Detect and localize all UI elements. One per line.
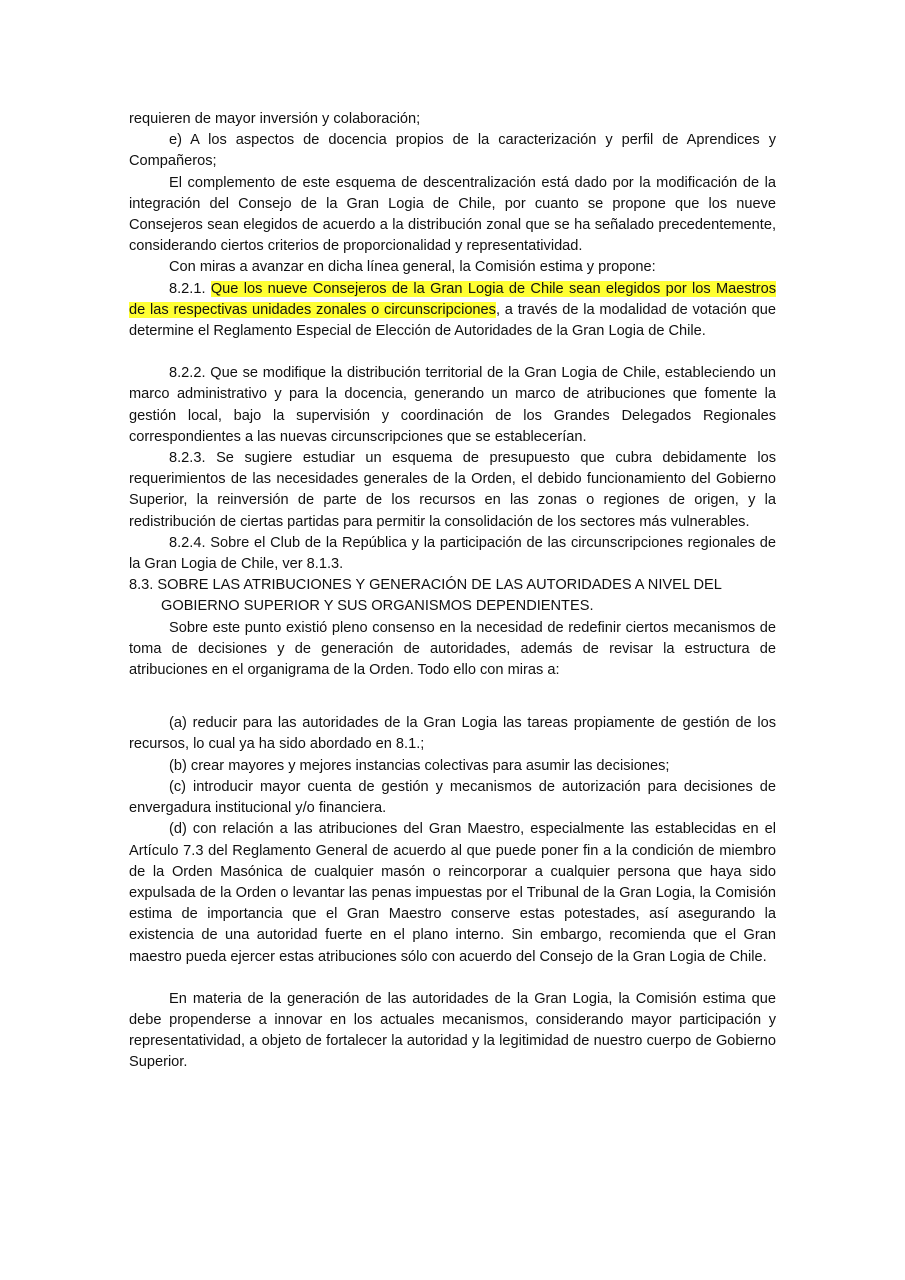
- paragraph-8-2-1: [129, 279, 776, 343]
- list-item-d: (d) con relación a las atribuciones del Gran Maestro, especialmente las establecidas en el Artículo 7.3 del Reglamento General de acuerdo al que puede poner fin a la condición de miembro de la Orden Masónica de cualquier masón o reincorporar a cualquier persona que haya sido expulsada de la Orden o levantar las penas impuestas por el Tribunal de la Gran Logia, la Comisión estima de importancia que el Gran Maestro conserve estas potestades, así asegurando la existencia de una autoridad fuerte en el plano interno. Sin embargo, recomienda que el Gran maestro pueda ejercer estas atribuciones sólo con acuerdo del Consejo de la Gran Logia de Chile.: [129, 821, 776, 965]
- list-item-c: (c) introducir mayor cuenta de gestión y mecanismos de autorización para decisiones de envergadura institucional y/o financiera.: [129, 778, 776, 817]
- paragraph-item-e: e) A los aspectos de docencia propios de la caracterización y perfil de Aprendices y Compañeros;: [129, 132, 776, 170]
- document-body: [129, 109, 776, 1074]
- paragraph-miras: Con miras a avanzar en dicha línea general, la Comisión estima y propone:: [169, 259, 656, 276]
- paragraph-complemento: El complemento de este esquema de descentralización está dado por la modificación de la integración del Consejo de la Gran Logia de Chile, por cuanto se propone que los nueve Consejeros sean elegidos de acuerdo a la distribución zonal que se ha señalado precedentemente, considerando ciertos criterios de proporcionalidad y representatividad.: [129, 174, 776, 255]
- paragraph-8-2-1-rest: , a través de la modalidad de votación que determine el Reglamento Especial de Elección de Autoridades de la Gran Logia de Chile.: [129, 301, 776, 340]
- paragraph-8-2-3: 8.2.3. Se sugiere estudiar un esquema de presupuesto que cubra debidamente los requerimientos de las necesidades generales de la Orden, el debido funcionamiento del Gobierno Superior, la reinversión de parte de los recursos en las zonas o regiones de origen, y la redistribución de ciertas partidas para permitir la consolidación de los sectores más vulnerables.: [129, 450, 776, 530]
- highlighted-text: Que los nueve Consejeros de la Gran Logia de Chile sean elegidos por los Maestros de las respectivas unidades zonales o circunscripciones: [129, 280, 776, 318]
- item-number-8-2-1: 8.2.1.: [169, 280, 211, 297]
- spacer: [129, 968, 776, 989]
- list-item-a: (a) reducir para las autoridades de la Gran Logia las tareas propiamente de gestión de los recursos, lo cual ya ha sido abordado en 8.1.;: [129, 715, 776, 753]
- paragraph-8-2-4: 8.2.4. Sobre el Club de la República y la participación de las circunscripciones regionales de la Gran Logia de Chile, ver 8.1.3.: [129, 534, 776, 573]
- spacer: [129, 681, 776, 713]
- section-heading-8-3: 8.3. SOBRE LAS ATRIBUCIONES Y GENERACIÓN DE LAS AUTORIDADES A NIVEL DEL: [129, 577, 722, 594]
- list-item-b: (b) crear mayores y mejores instancias colectivas para asumir las decisiones;: [169, 757, 670, 774]
- spacer: [129, 342, 776, 363]
- paragraph-intro: requieren de mayor inversión y colaboración;: [129, 111, 421, 127]
- paragraph-generacion: En materia de la generación de las autoridades de la Gran Logia, la Comisión estima que debe propenderse a innovar en los actuales mecanismos, considerando mayor participación y representatividad, a objeto de fortalecer la autoridad y la legitimidad de nuestro cuerpo de Gobierno Superior.: [129, 990, 776, 1071]
- paragraph-8-2-2: 8.2.2. Que se modifique la distribución territorial de la Gran Logia de Chile, estableciendo un marco administrativo y para la docencia, generando un marco de atribuciones que fomente la gestión local, bajo la supervisión y coordinación de los Grandes Delegados Regionales correspondientes a las nuevas circunscripciones que se establecerían.: [129, 365, 776, 445]
- paragraph-consenso: Sobre este punto existió pleno consenso en la necesidad de redefinir ciertos mecanismos de toma de decisiones y de generación de autoridades, además de revisar la estructura de atribuciones en el organigrama de la Orden. Todo ello con miras a:: [129, 619, 776, 679]
- section-heading-8-3-cont: GOBIERNO SUPERIOR Y SUS ORGANISMOS DEPENDIENTES.: [161, 598, 594, 615]
